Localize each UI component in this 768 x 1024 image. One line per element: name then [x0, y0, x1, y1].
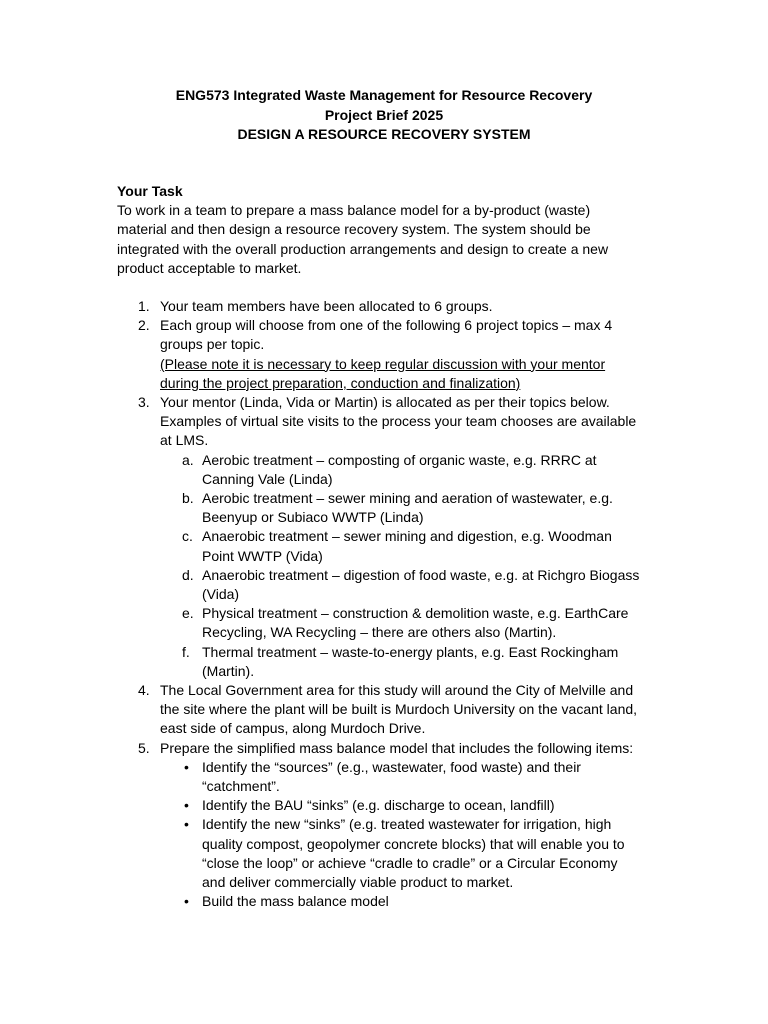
topic-text: Beenyup or Subiaco WWTP (Linda)	[202, 509, 424, 526]
bullet-text: and deliver commercially viable product to market.	[202, 874, 514, 891]
course-title: ENG573 Integrated Waste Management for Resource Recovery	[175, 87, 593, 103]
document-header	[0, 86, 768, 145]
topic-label: b.	[182, 490, 194, 507]
topic-label: f.	[182, 643, 190, 660]
intro-line: material and then design a resource recovery system. The system should be	[117, 221, 591, 238]
brief-title: Project Brief 2025	[324, 106, 444, 123]
topic-label: e.	[182, 605, 194, 622]
topic-item	[160, 527, 637, 565]
task-heading: Your Task	[117, 183, 183, 199]
bullet-list	[160, 758, 637, 912]
bullet-item	[160, 815, 637, 892]
item-number: 4.	[138, 682, 150, 699]
task-intro	[117, 201, 637, 278]
item-text: groups per topic.	[160, 336, 265, 353]
topic-item	[160, 566, 640, 604]
item-number: 3.	[138, 394, 150, 411]
bullet-item	[160, 758, 637, 796]
item-text: Prepare the simplified mass balance model that includes the following items:	[160, 739, 634, 756]
topic-text: (Vida)	[202, 586, 240, 603]
list-item	[117, 681, 637, 739]
list-item	[117, 297, 637, 316]
item-number: 1.	[138, 298, 150, 314]
topic-text: Physical treatment – construction & demolition waste, e.g. EarthCare	[202, 605, 629, 622]
bullet-item	[160, 796, 637, 815]
item-number: 5.	[138, 739, 150, 756]
bullet-text: “catchment”.	[202, 778, 280, 795]
topic-text: Aerobic treatment – sewer mining and aeration of wastewater, e.g.	[202, 490, 613, 507]
bullet-icon: •	[184, 797, 189, 814]
list-item	[117, 316, 637, 393]
bullet-item	[160, 892, 637, 911]
bullet-icon: •	[184, 816, 189, 833]
mentor-note: during the project preparation, conduction and finalization)	[160, 374, 521, 391]
bullet-text: Identify the “sources” (e.g., wastewater, food waste) and their	[202, 758, 581, 775]
mentor-note: (Please note it is necessary to keep regular discussion with your mentor	[160, 355, 606, 372]
intro-line: integrated with the overall production arrangements and design to create a new	[117, 240, 609, 257]
topic-list	[160, 451, 640, 681]
bullet-text: Identify the BAU “sinks” (e.g. discharge to ocean, landfill)	[202, 797, 555, 814]
topic-item	[160, 451, 637, 489]
list-item	[117, 739, 637, 912]
item-text: Your team members have been allocated to 6 groups.	[160, 298, 493, 314]
topic-text: Thermal treatment – waste-to-energy plants, e.g. East Rockingham	[202, 643, 619, 660]
topic-text: Canning Vale (Linda)	[202, 470, 333, 487]
topic-label: c.	[182, 528, 193, 545]
bullet-text: quality compost, geopolymer concrete blocks) that will enable you to	[202, 835, 625, 852]
topic-label: d.	[182, 566, 194, 583]
item-text: the site where the plant will be built is Murdoch University on the vacant land,	[160, 701, 638, 718]
item-text: east side of campus, along Murdoch Drive.	[160, 720, 426, 737]
intro-line: To work in a team to prepare a mass balance model for a by-product (waste)	[117, 202, 591, 219]
topic-text: Point WWTP (Vida)	[202, 547, 323, 564]
bullet-text: “close the loop” or achieve “cradle to cradle” or a Circular Economy	[202, 854, 618, 871]
list-item	[117, 393, 640, 681]
topic-text: (Martin).	[202, 662, 255, 679]
task-section	[117, 182, 640, 912]
topic-text: Recycling, WA Recycling – there are others also (Martin).	[202, 624, 557, 641]
topic-item	[160, 643, 637, 681]
bullet-text: Build the mass balance model	[202, 893, 389, 910]
item-text: Examples of virtual site visits to the process your team chooses are available	[160, 413, 637, 430]
bullet-text: Identify the new “sinks” (e.g. treated wastewater for irrigation, high	[202, 816, 612, 833]
topic-text: Anaerobic treatment – digestion of food waste, e.g. at Richgro Biogass	[202, 566, 640, 583]
bullet-icon: •	[184, 758, 189, 775]
bullet-icon: •	[184, 893, 189, 910]
item-text: at LMS.	[160, 432, 209, 449]
item-text: The Local Government area for this study will around the City of Melville and	[160, 682, 634, 699]
project-title: DESIGN A RESOURCE RECOVERY SYSTEM	[237, 126, 531, 142]
topic-label: a.	[182, 451, 194, 468]
topic-text: Anaerobic treatment – sewer mining and digestion, e.g. Woodman	[202, 528, 612, 545]
topic-text: Aerobic treatment – composting of organic waste, e.g. RRRC at	[202, 451, 597, 468]
item-text: Your mentor (Linda, Vida or Martin) is allocated as per their topics below.	[160, 394, 610, 411]
item-number: 2.	[138, 317, 150, 334]
topic-item	[160, 604, 637, 642]
item-text: Each group will choose from one of the following 6 project topics – max 4	[160, 317, 613, 334]
topic-item	[160, 489, 637, 527]
intro-line: product acceptable to market.	[117, 259, 302, 276]
task-list	[117, 297, 640, 912]
